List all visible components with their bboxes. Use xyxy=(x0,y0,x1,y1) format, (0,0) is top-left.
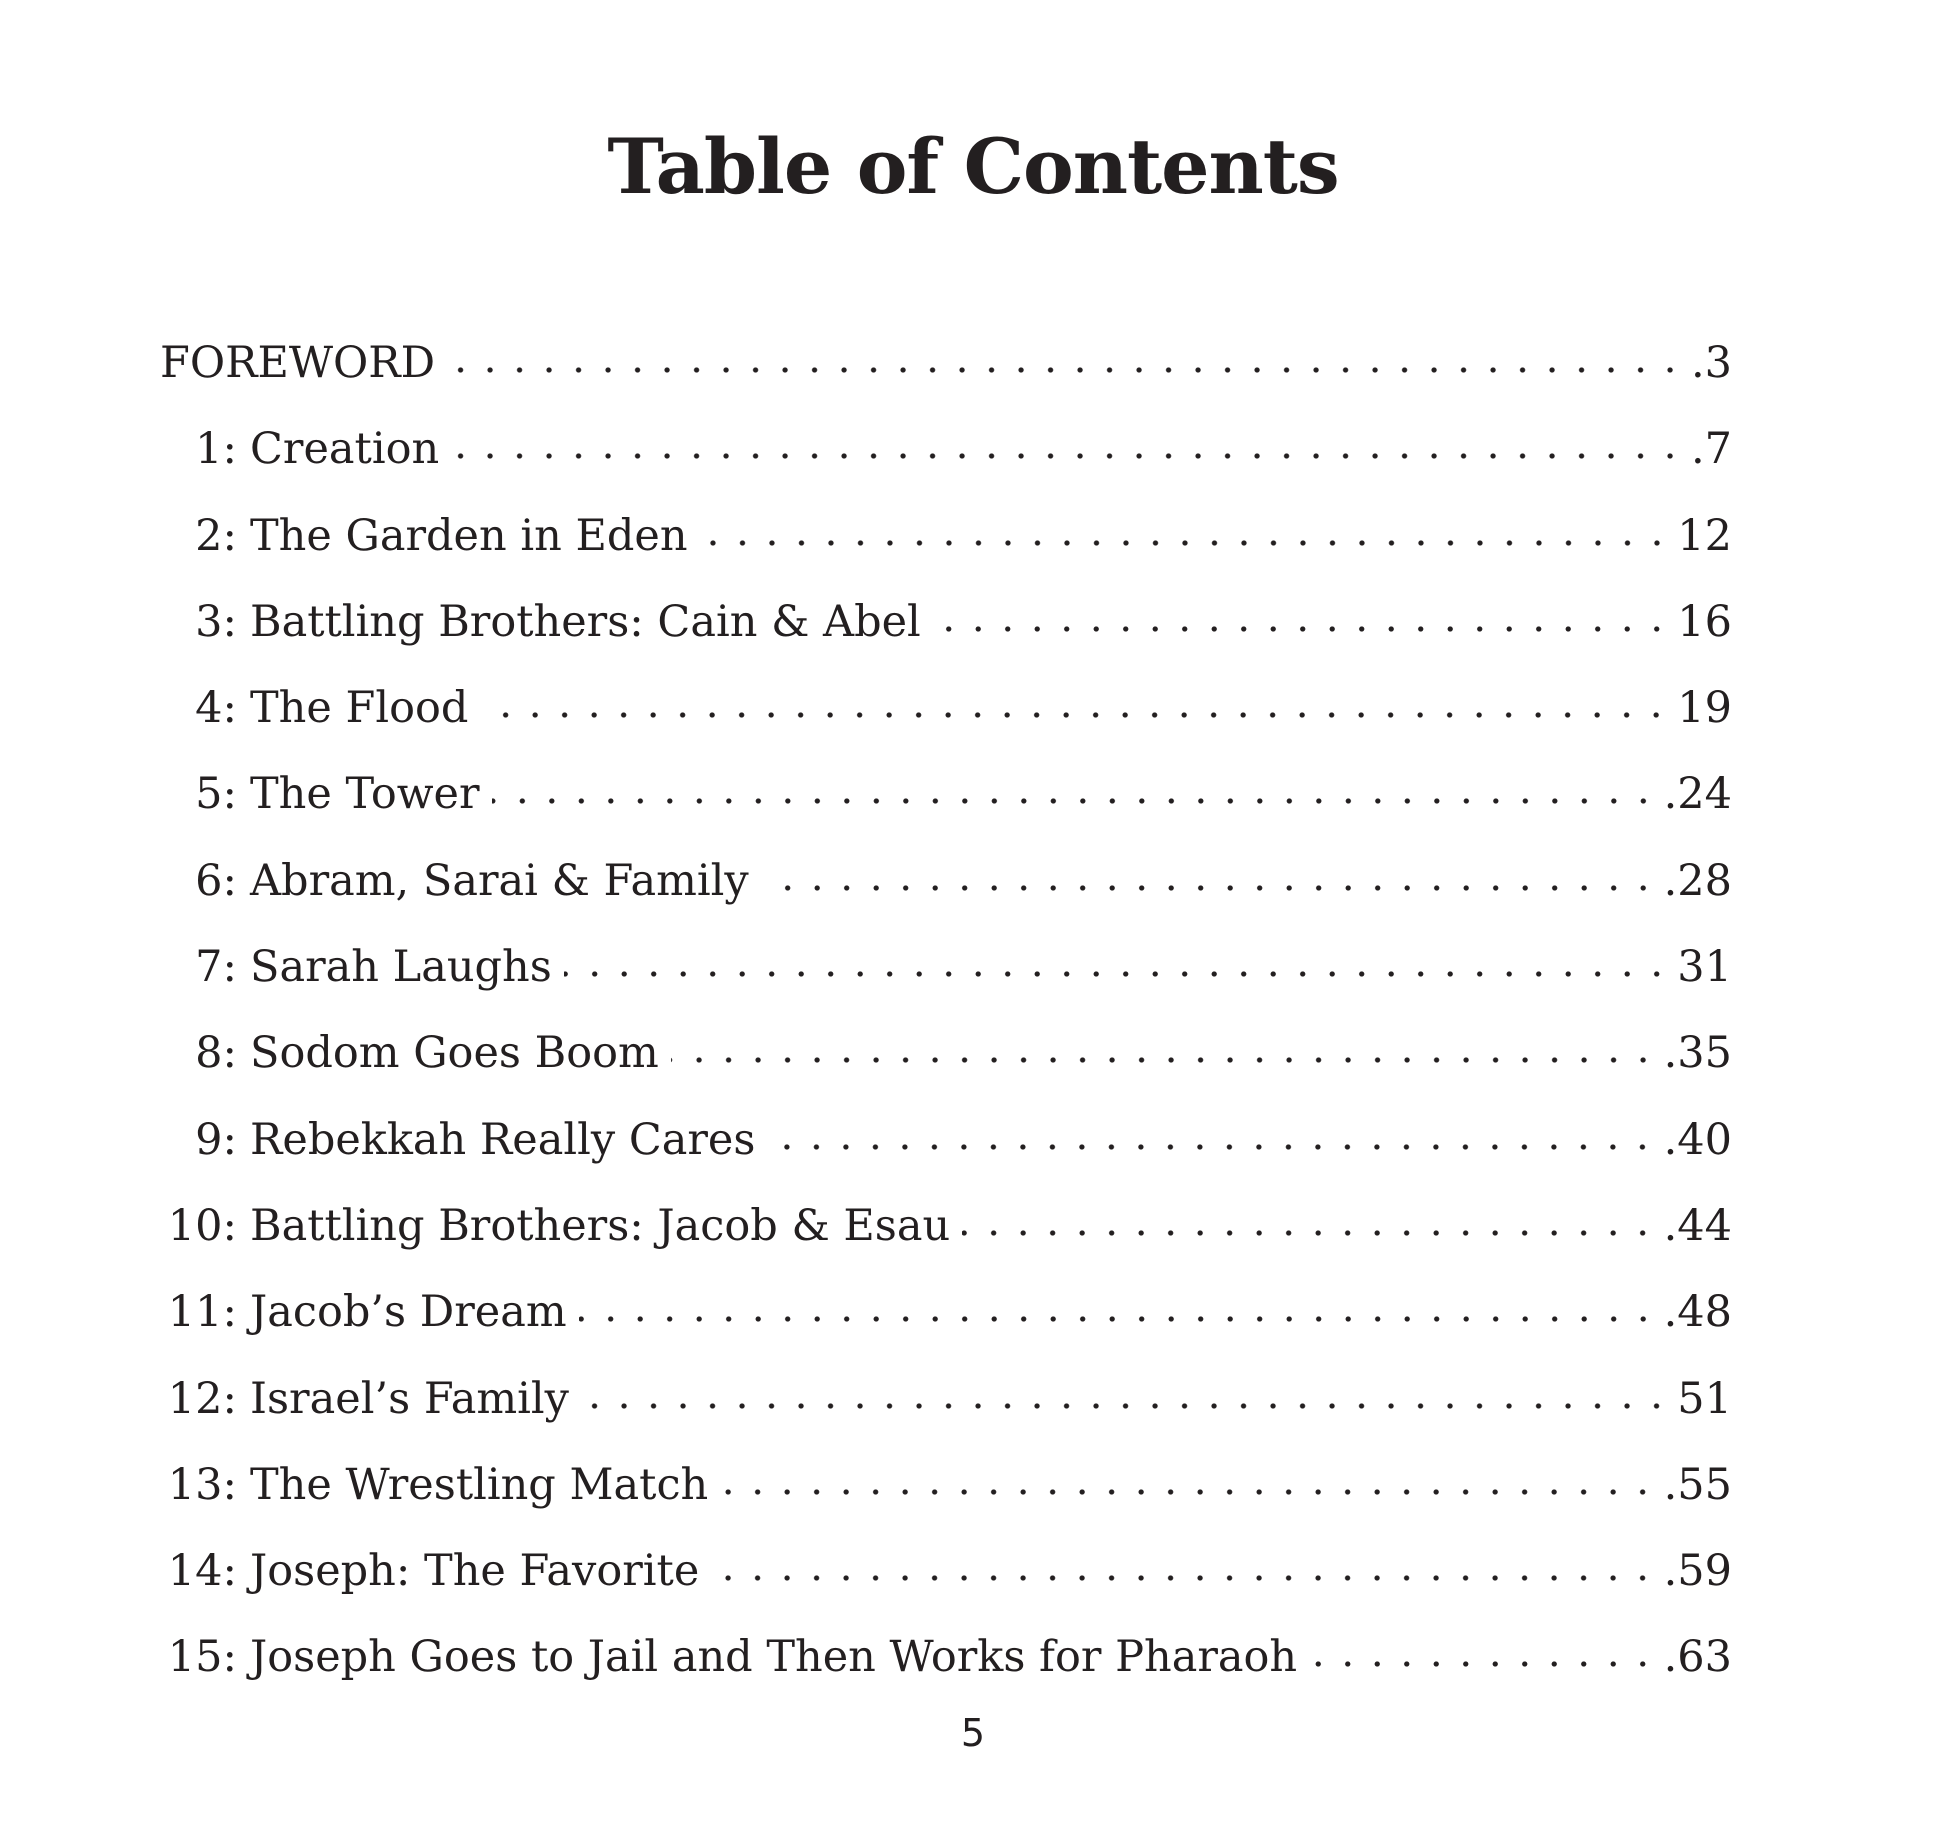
toc-entry-chapter-12 xyxy=(160,1367,1732,1453)
dot-leader xyxy=(711,1573,1657,1583)
toc-entry-page: .48 xyxy=(1663,1287,1732,1338)
toc-entry-number: 12: xyxy=(167,1373,237,1424)
toc-entry-page: 31 xyxy=(1677,942,1732,993)
toc-entry-page: .7 xyxy=(1690,424,1732,475)
toc-entry-title: The Flood xyxy=(250,683,469,734)
toc-entry-title: Jacob’s Dream xyxy=(250,1287,567,1338)
toc-entry-chapter-15 xyxy=(160,1625,1732,1711)
toc-entry-page: .28 xyxy=(1663,855,1732,906)
toc-entry-chapter-13 xyxy=(160,1453,1732,1539)
page-number: 5 xyxy=(960,1711,986,1755)
toc-entry-title: Battling Brothers: Jacob & Esau xyxy=(250,1200,951,1251)
toc-entry-page: .44 xyxy=(1663,1200,1732,1251)
toc-entry-number: 6: xyxy=(195,855,237,906)
toc-entry-number: 8: xyxy=(195,1028,237,1079)
toc-entry-title: The Wrestling Match xyxy=(250,1459,709,1510)
dot-leader xyxy=(581,1401,1671,1411)
toc-entry-title: Abram, Sarai & Family xyxy=(250,855,749,906)
toc-entry-chapter-11 xyxy=(160,1280,1732,1366)
toc-entry-page: .59 xyxy=(1663,1546,1732,1597)
toc-entry-chapter-8 xyxy=(160,1021,1732,1107)
toc-entry-page: 51 xyxy=(1677,1373,1732,1424)
toc-entry-title: Creation xyxy=(250,424,440,475)
toc-entry-number: 7: xyxy=(195,942,237,993)
toc-entry-title: Sodom Goes Boom xyxy=(250,1028,659,1079)
dot-leader xyxy=(962,1228,1657,1238)
toc-entry-page: .40 xyxy=(1663,1114,1732,1165)
dot-leader xyxy=(767,1142,1657,1152)
toc-entry-number: 1: xyxy=(195,424,237,475)
toc-entry-number: 3: xyxy=(195,596,237,647)
toc-entry-page: 12 xyxy=(1677,510,1732,561)
toc-entry-chapter-10 xyxy=(160,1194,1732,1280)
toc-entry-chapter-5 xyxy=(160,762,1732,848)
toc-entry-chapter-6 xyxy=(160,849,1732,935)
dot-leader xyxy=(761,883,1658,893)
toc-entry-foreword xyxy=(160,331,1732,417)
dot-leader xyxy=(492,796,1658,806)
toc-entry-title: Battling Brothers: Cain & Abel xyxy=(250,596,921,647)
dot-leader xyxy=(933,624,1671,634)
dot-leader xyxy=(671,1055,1658,1065)
dot-leader xyxy=(451,451,1685,461)
toc-entry-chapter-7 xyxy=(160,935,1732,1021)
toc-entry-title: Israel’s Family xyxy=(250,1373,569,1424)
toc-entry-title: Sarah Laughs xyxy=(250,942,552,993)
toc-entry-page: .35 xyxy=(1663,1028,1732,1079)
toc-entry-page: .55 xyxy=(1663,1459,1732,1510)
toc-entry-number: 15: xyxy=(167,1632,237,1683)
toc-entry-chapter-14 xyxy=(160,1539,1732,1625)
toc-entry-chapter-9 xyxy=(160,1108,1732,1194)
toc-entry-number: 14: xyxy=(167,1546,237,1597)
toc-entry-page: .3 xyxy=(1690,338,1732,388)
toc-entry-title: The Tower xyxy=(250,769,480,820)
toc-entry-chapter-3 xyxy=(160,590,1732,676)
table-of-contents xyxy=(160,331,1732,1712)
toc-entry-page: .63 xyxy=(1663,1632,1732,1683)
toc-entry-page: .24 xyxy=(1663,769,1732,820)
toc-entry-number: 11: xyxy=(167,1287,237,1338)
toc-entry-chapter-4 xyxy=(160,676,1732,762)
dot-leader xyxy=(720,1487,1657,1497)
toc-entry-title: FOREWORD xyxy=(160,338,436,388)
toc-entry-number: 5: xyxy=(195,769,237,820)
toc-entry-page: 19 xyxy=(1677,683,1732,734)
page-title: Table of Contents xyxy=(607,122,1339,211)
toc-entry-title: The Garden in Eden xyxy=(250,510,688,561)
toc-entry-number: 10: xyxy=(167,1200,237,1251)
dot-leader xyxy=(447,365,1685,375)
dot-leader xyxy=(1309,1659,1657,1669)
toc-entry-number: 13: xyxy=(167,1459,237,1510)
toc-entry-title: Joseph Goes to Jail and Then Works for Pharaoh xyxy=(250,1632,1298,1683)
toc-entry-title: Rebekkah Really Cares xyxy=(250,1114,756,1165)
toc-entry-number: 4: xyxy=(195,683,237,734)
dot-leader xyxy=(579,1314,1658,1324)
toc-entry-number: 9: xyxy=(195,1114,237,1165)
toc-entry-page: 16 xyxy=(1677,596,1732,647)
dot-leader xyxy=(700,538,1672,548)
dot-leader xyxy=(564,969,1671,979)
toc-entry-chapter-2 xyxy=(160,504,1732,590)
toc-entry-number: 2: xyxy=(195,510,237,561)
toc-entry-chapter-1 xyxy=(160,417,1732,503)
toc-entry-title: Joseph: The Favorite xyxy=(250,1546,700,1597)
dot-leader xyxy=(480,710,1671,720)
